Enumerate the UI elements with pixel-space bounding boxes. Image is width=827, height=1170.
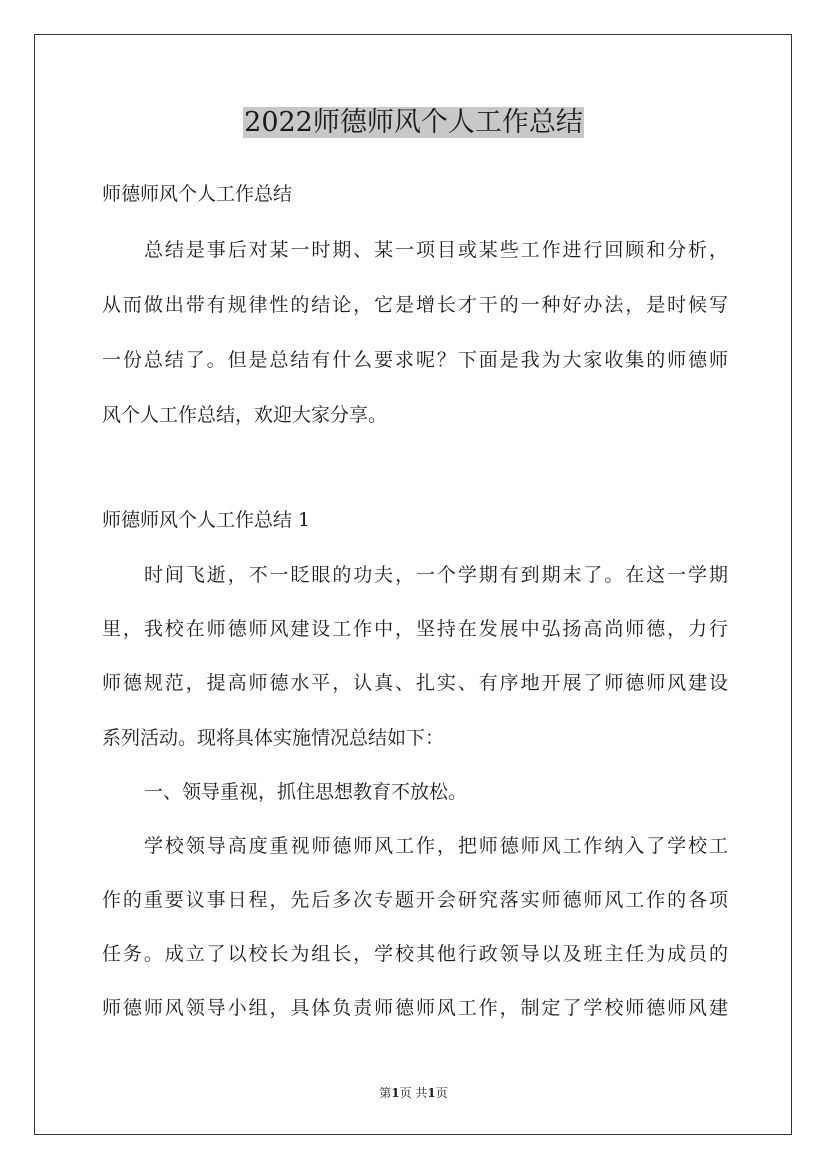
page-footer [0,1085,827,1101]
footer-current-page: 1 [391,1086,400,1100]
paragraph-line: 从而做出带有规律性的结论，它是增长才干的一种好办法，是时候写 [102,294,728,316]
document-title: 2022师德师风个人工作总结 [244,107,583,138]
paragraph-line: 学校领导高度重视师德师风工作，把师德师风工作纳入了学校工 [144,835,728,857]
paragraph-line: 里，我校在师德师风建设工作中，坚持在发展中弘扬高尚师德，力行 [102,618,728,640]
paragraph-line: 师德规范，提高师德水平，认真、扎实、有序地开展了师德师风建设 [102,672,728,694]
footer-mid: 页 共 [399,1086,428,1100]
paragraph-line: 总结是事后对某一时期、某一项目或某些工作进行回顾和分析， [144,239,728,261]
section-heading: 师德师风个人工作总结 [102,183,293,205]
footer-prefix: 第 [379,1086,392,1100]
paragraph-line: 一份总结了。但是总结有什么要求呢？下面是我为大家收集的师德师 [102,349,728,371]
section-heading: 师德师风个人工作总结 1 [102,509,311,531]
paragraph-line: 作的重要议事日程，先后多次专题开会研究落实师德师风工作的各项 [102,889,728,911]
paragraph-line: 系列活动。现将具体实施情况总结如下： [102,727,445,749]
footer-total-pages: 1 [427,1086,436,1100]
paragraph-line: 风个人工作总结，欢迎大家分享。 [102,404,388,426]
paragraph-line: 任务。成立了以校长为组长，学校其他行政领导以及班主任为成员的 [102,943,728,965]
paragraph-line: 师德师风领导小组，具体负责师德师风工作，制定了学校师德师风建 [102,997,728,1019]
footer-suffix: 页 [435,1086,448,1100]
subsection-heading: 一、领导重视，抓住思想教育不放松。 [144,781,468,803]
paragraph-line: 时间飞逝，不一眨眼的功夫，一个学期有到期末了。在这一学期 [144,564,728,586]
